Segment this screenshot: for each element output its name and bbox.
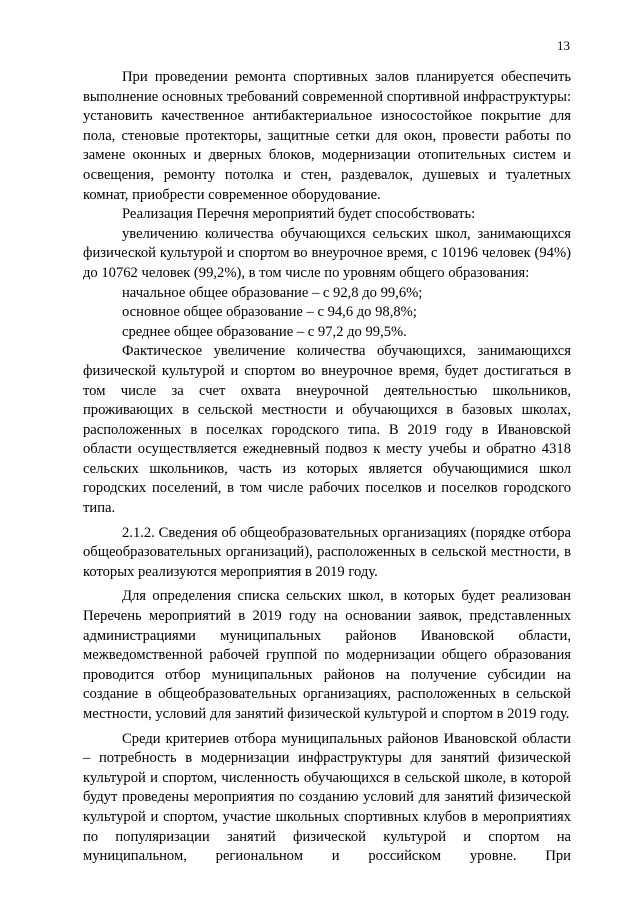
paragraph-actual-increase: Фактическое увеличение количества обучающихся, занимающихся физической культурой и спортом во внеурочное время, будет достигаться в том числе за счет охвата внеурочной деятельностью школьников, проживающих в сельской местности и обучающихся в базовых школах, расположенных в поселках городского типа. В 2019 году в Ивановской области осуществляется ежедневный подвоз к месту учебы и обратно 4318 сельских школьников, часть из которых является обучающимися школ городских поселений, в том числе рабочих поселков и поселков городского типа.	[83, 343, 571, 517]
paragraph-selection-procedure: Для определения списка сельских школ, в которых будет реализован Перечень мероприятий в 2019 году на основании заявок, представленных администрациями муниципальных районов Ивановской области, межведомственной рабочей группой по модернизации общего образования проводится отбор муниципальных районов на получение субсидии на создание в общеобразовательных организациях, расположенных в сельской местности, условий для занятий физической культурой и спортом в 2019 году.	[83, 588, 571, 722]
list-item-secondary: среднее общее образование – с 97,2 до 99,5%.	[122, 323, 407, 340]
page-body	[83, 68, 571, 867]
paragraph-student-increase: увеличению количества обучающихся сельских школ, занимающихся физической культурой и спортом во внеурочное время, с 10196 человек (94%) до 10762 человек (99,2%), в том числе по уровням общего образования:	[83, 225, 571, 281]
list-item-basic: основное общее образование – с 94,6 до 98,8%;	[122, 304, 417, 321]
paragraph-implementation-intro: Реализация Перечня мероприятий будет способствовать:	[122, 206, 476, 223]
page-number: 13	[557, 38, 570, 53]
list-item-primary: начальное общее образование – с 92,8 до 99,6%;	[122, 284, 423, 301]
paragraph-selection-criteria: Среди критериев отбора муниципальных районов Ивановской области – потребность в модернизации инфраструктуры для занятий физической культурой и спортом, численность обучающихся в сельской школе, в которой будут проведены мероприятия по созданию условий для занятий физической культурой и спортом, участие школьных спортивных клубов в мероприятиях по популяризации занятий физической культурой и спортом на муниципальном, региональном и российском уровне. При	[83, 730, 571, 865]
paragraph-renovation: При проведении ремонта спортивных залов планируется обеспечить выполнение основных требований современной спортивной инфраструктуры: установить качественное антибактериальное износостойкое покрытие для пола, стеновые протекторы, защитные сетки для окон, провести работы по замене оконных и дверных блоков, модернизации отопительных систем и освещения, ремонту потолка и стен, раздевалок, душевых и туалетных комнат, приобрести современное оборудование.	[83, 69, 571, 203]
section-heading-2-1-2: 2.1.2. Сведения об общеобразовательных организациях (порядке отбора общеобразовательных организаций), расположенных в сельской местности, в которых реализуются мероприятия в 2019 году.	[83, 524, 571, 580]
